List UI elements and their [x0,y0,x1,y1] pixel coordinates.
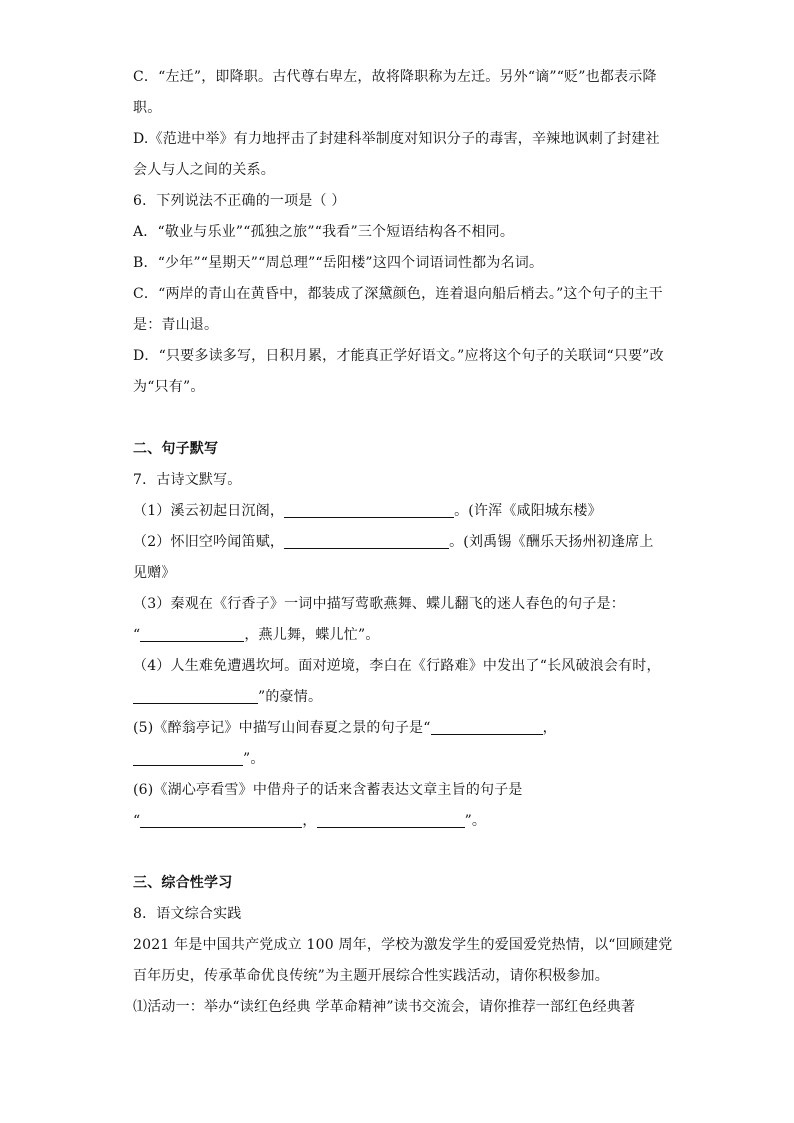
answer-blank[interactable] [140,624,244,642]
open-quote: “ [133,627,141,643]
q7-item6-cont [133,806,663,837]
q8-stem: 8．语文综合实践 [133,906,242,922]
q8-paragraph-line2: 百年历史，传承革命优良传统”为主题开展综合性实践活动，请你积极参加。 [133,968,609,984]
q7-item4-cont [133,682,663,713]
q7-item5 [133,713,663,744]
answer-blank[interactable] [133,686,258,704]
q6-option-a: A．“敬业与乐业”“孤独之旅”“我看”三个短语结构各不相同。 [133,224,515,240]
q6-stem: 6．下列说法不正确的一项是（ ） [133,193,346,209]
q7-item2-cont: 见赠》 [133,565,176,581]
q5-option-c-line2: 职。 [133,100,162,116]
section2-title: 二、句子默写 [133,441,219,457]
q7-item3-cont [133,620,663,651]
section3-title: 三、综合性学习 [133,875,233,891]
q6-option-d-line1: D．“只要多读多写，日积月累，才能真正学好语文。”应将这个句子的关联词“只要”改 [133,348,664,364]
close-quote: ”。 [464,813,487,829]
q5-option-c-line1: C．“左迁”，即降职。古代尊右卑左，故将降职称为左迁。另外“谪”“贬”也都表示降 [133,69,657,85]
q6-option-c-line1: C．“两岸的青山在黄昏中，都装成了深黛颜色，连着退向船后梢去。”这个句子的主干 [133,286,663,302]
answer-blank[interactable] [140,810,302,828]
q5-option-d-line1: D.《范进中举》有力地抨击了封建科举制度对知识分子的毒害，辛辣地讽刺了封建社 [133,131,660,147]
document-page [133,62,673,1023]
q7-item4-text: ”的豪情。 [258,689,323,705]
q7-item3: （3）秦观在《行香子》一词中描写莺歌燕舞、蝶儿翻飞的迷人春色的句子是： [133,596,625,612]
q7-item3-text: ，燕儿舞，蝶儿忙”。 [244,627,380,643]
open-quote: “ [133,813,141,829]
close-quote: ”。 [243,751,265,767]
q6-option-b: B．“少年”“星期天”“周总理”“岳阳楼”这四个词语词性都为名词。 [133,255,544,271]
q8-paragraph-line1: 2021 年是中国共产党成立 100 周年，学校为激发学生的爱国爱党热情，以“回顾建党 [133,937,673,953]
answer-blank[interactable] [431,717,543,735]
q6-option-d-line2: 为“只有”。 [133,379,205,395]
q6-option-c-line2: 是：青山退。 [133,317,219,333]
q5-option-d-line2: 会人与人之间的关系。 [133,162,275,178]
answer-blank[interactable] [133,748,243,766]
q8-activity1: ⑴活动一：举办“读红色经典 学革命精神”读书交流会，请你推荐一部红色经典著 [133,999,636,1015]
q7-item6: (6)《湖心亭看雪》中借舟子的话来含蓄表达文章主旨的句子是 [133,782,523,798]
q7-item2-source: 。(刘禹锡《酬乐天扬州初逢席上 [449,534,654,550]
comma: ， [302,813,317,829]
q7-item1 [133,496,663,527]
q7-item5-text: (5)《醉翁亭记》中描写山间春夏之景的句子是“ [133,720,431,736]
answer-blank[interactable] [284,531,449,549]
comma: ， [542,720,557,736]
q7-item1-text: （1）溪云初起日沉阁， [133,503,285,519]
spacer [133,837,663,868]
q7-stem: 7．古诗文默写。 [133,472,242,488]
answer-blank[interactable] [317,810,465,828]
spacer [133,403,663,434]
answer-blank[interactable] [284,500,454,518]
q7-item2 [133,527,663,558]
q7-item4: （4）人生难免遭遇坎坷。面对逆境，李白在《行路难》中发出了“长风破浪会有时， [133,658,661,674]
q7-item1-source: 。(许浑《咸阳城东楼》 [454,503,602,519]
q7-item2-text: （2）怀旧空吟闻笛赋， [133,534,285,550]
q7-item5-cont [133,744,663,775]
